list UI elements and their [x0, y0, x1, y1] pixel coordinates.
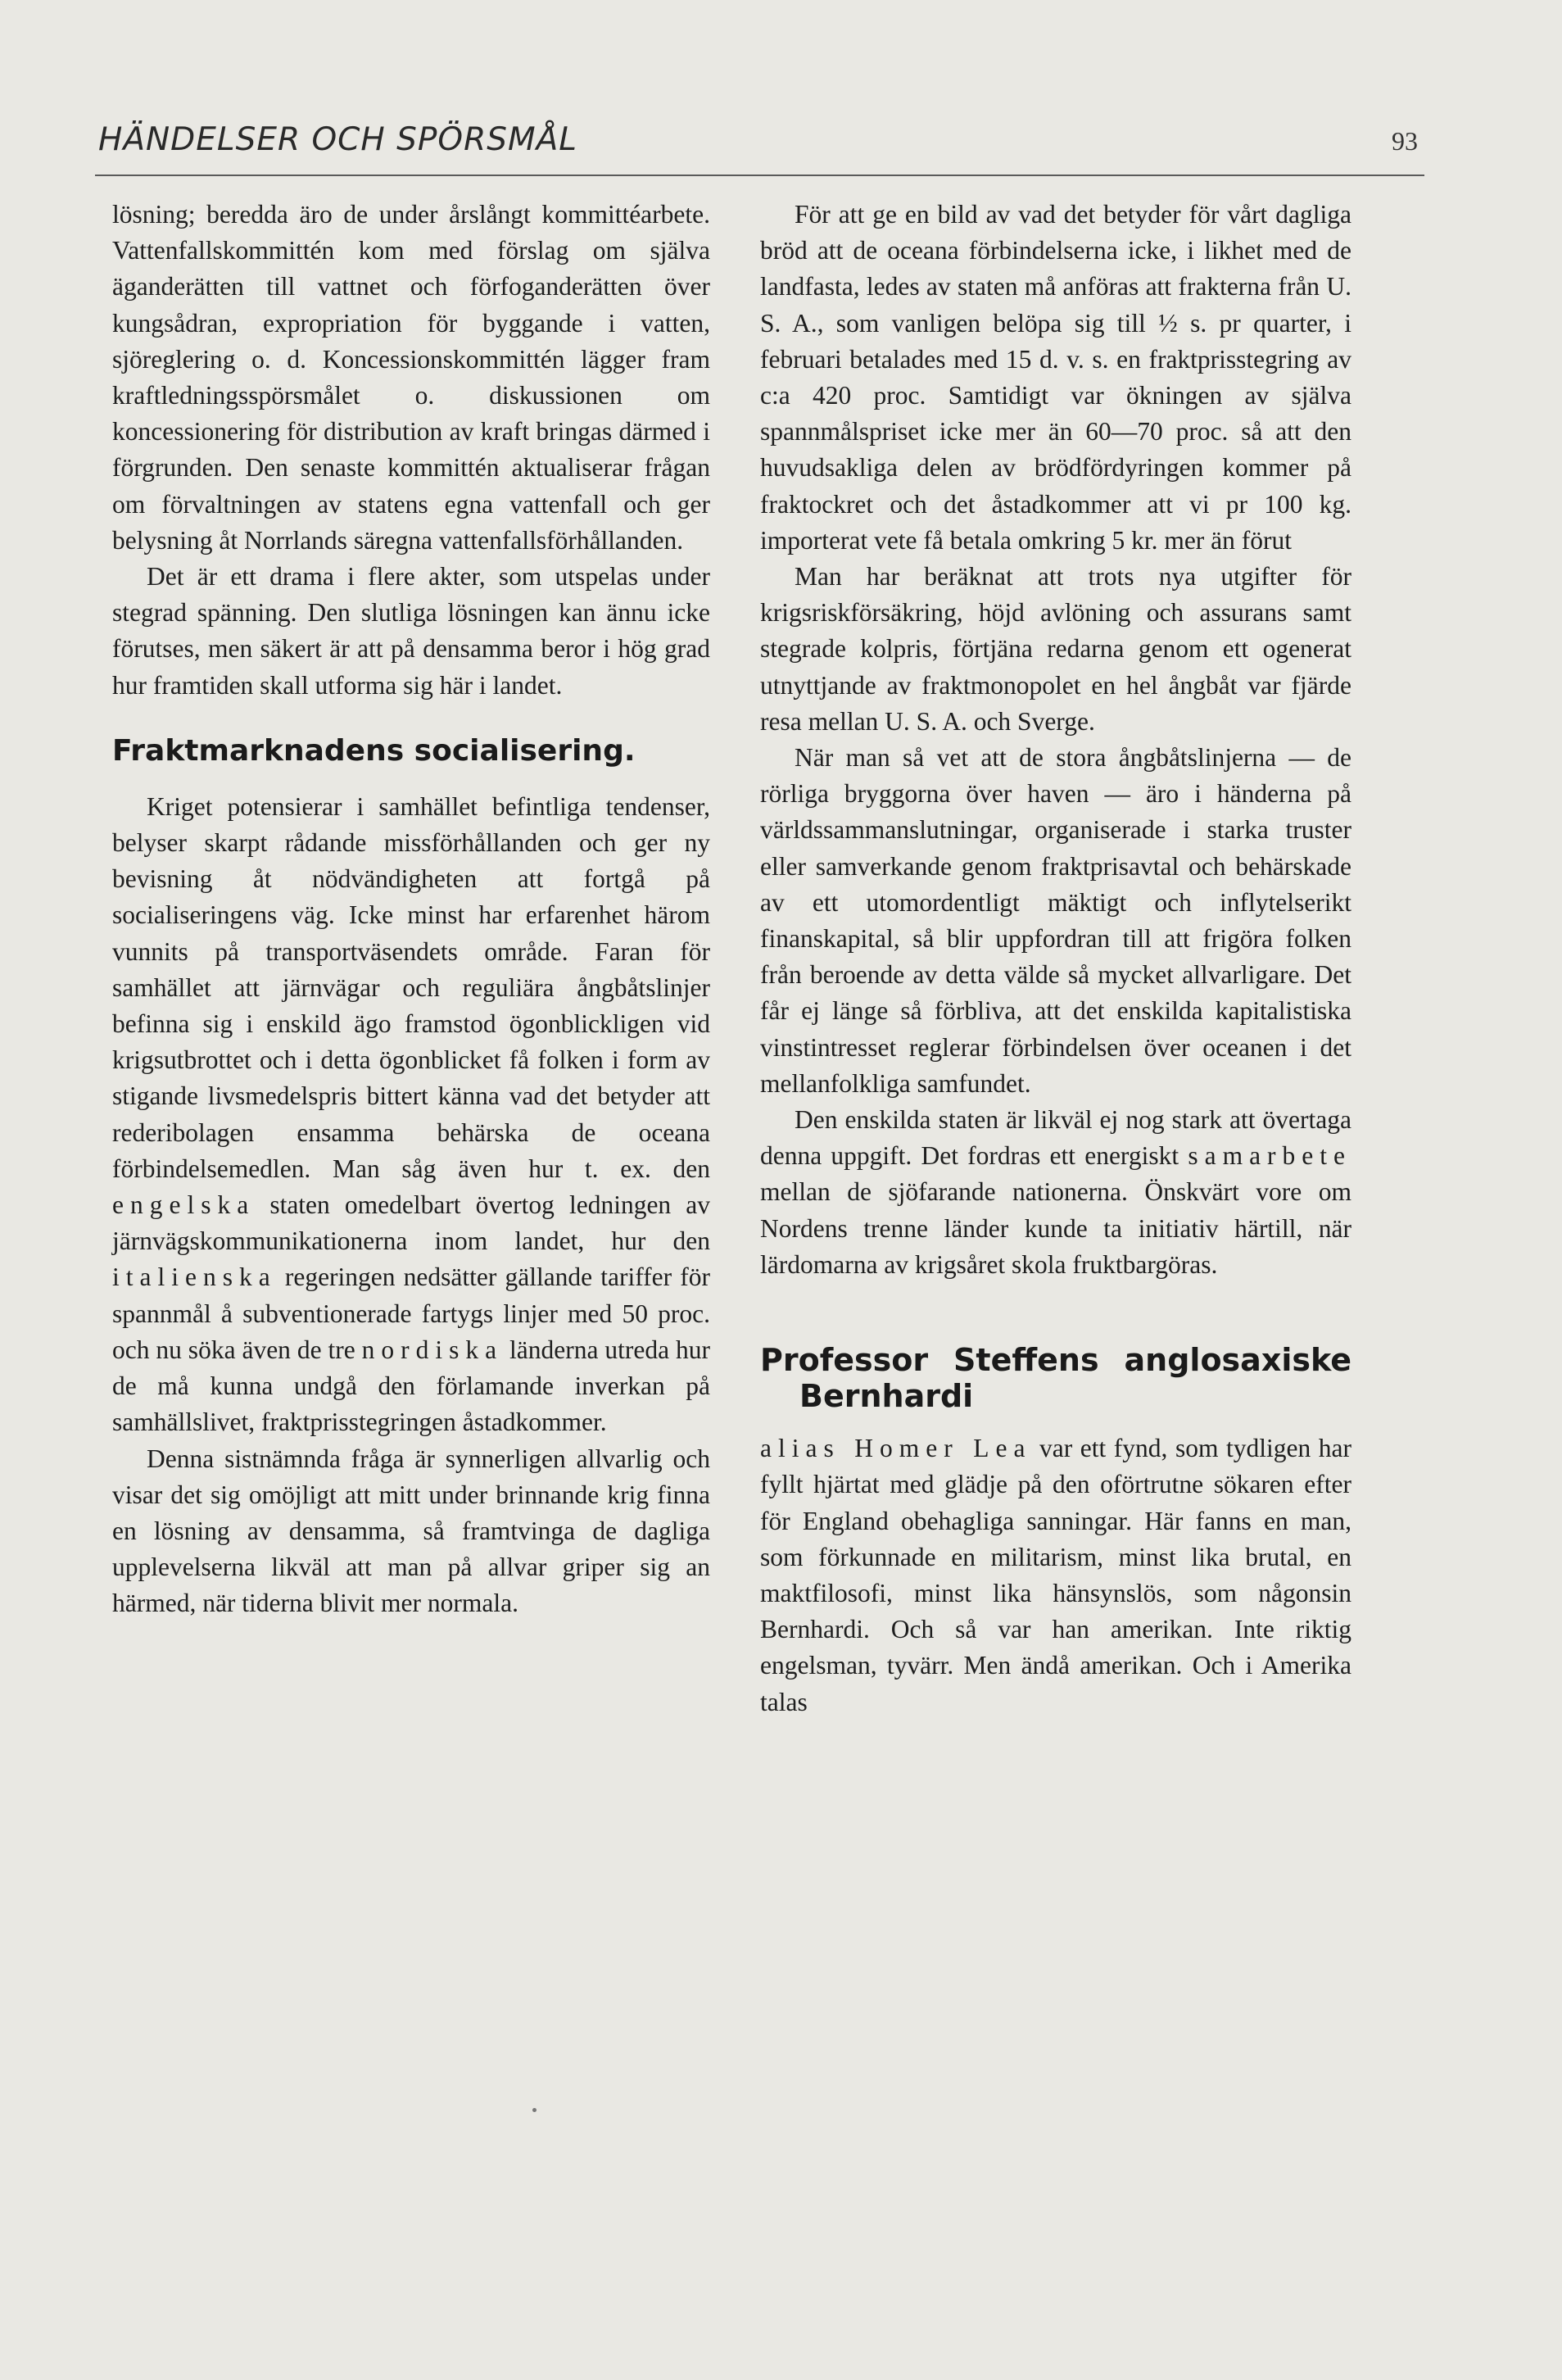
- text-span: regeringen nedsätter gällande tariffer för spannmål å subventionerade fartygs linjer med 50 proc. och nu söka även de tre: [112, 1263, 710, 1364]
- paragraph-drama: Det är ett drama i flere akter, som utspelas under stegrad spänning. Den slutliga lösningen kan ännu icke förutses, men säkert är att på densamma beror i hög grad hur framtiden skall utforma sig här i landet.: [112, 562, 710, 700]
- heading-word: Steffens: [953, 1342, 1099, 1379]
- running-head: [98, 121, 1418, 170]
- text-span: staten omedelbart övertog ledningen av järnvägskommunikationerna inom landet, hur den: [112, 1190, 710, 1256]
- text-span: mellan de sjöfarande nationerna. Önskvärt vore om Nordens trenne länder kunde ta initiativ härtill, när lärdomarna av krigsåret skola fruktbargöras.: [760, 1177, 1351, 1279]
- paragraph-for-att-ge: För att ge en bild av vad det betyder för vårt dagliga bröd att de oceana förbindelserna icke, i likhet med de landfasta, ledes av staten må anföras att frakterna från U. S. A., som vanligen belöpa sig till ½ s. pr quarter, i februari betalades med 15 d. v. s. en fraktprisstegring av c:a 420 proc. Samtidigt var ökningen av själva spannmålspriset icke mer än 60—70 proc. så att den huvudsakliga delen av brödfördyringen kommer på fraktockret och det åstadkommer att vi pr 100 kg. importerat vete få betala omkring 5 kr. mer än förut: [760, 200, 1351, 555]
- running-title: HÄNDELSER OCH SPÖRSMÅL: [98, 121, 578, 158]
- spaced-name-homer-lea: alias Homer Lea: [760, 1434, 1032, 1463]
- left-column: [112, 197, 710, 1622]
- heading-word: anglosaxiske: [1124, 1342, 1351, 1379]
- article-heading-line2: Bernhardi: [799, 1378, 974, 1415]
- article-heading-line1: [760, 1342, 1351, 1378]
- paragraph-man-har: Man har beräknat att trots nya utgifter för krigsriskförsäkring, höjd avlöning och assurans samt stegrade kolpris, förtjäna redarna genom ett ogenerat utnyttjande av fraktmonopolet en hel ångbåt var fjärde resa mellan U. S. A. och Sverge.: [760, 562, 1351, 736]
- header-rule: [95, 175, 1424, 176]
- heading-word: Professor: [760, 1342, 929, 1379]
- paragraph-den-enskilda: [760, 1102, 1351, 1283]
- paragraph-nar-man: När man så vet att de stora ångbåtslinjerna — de rörliga bryggorna över haven — äro i händerna på världssammanslutningar, organiserade i starka truster eller samverkande genom fraktprisavtal och behärskade av ett utomordentligt mäktigt och inflytelserikt finanskapital, så blir uppfordran till att frigöra folken från beroende av detta välde så mycket allvarligare. Det får ej länge så förbliva, att det enskilda kapitalistiska vinstintresset reglerar förbindelsen över oceanen i det mellanfolkliga samfundet.: [760, 743, 1351, 1098]
- text-span: länderna utreda hur de må kunna undgå den förlamande inverkan på samhällslivet, fraktprisstegringen åstadkommer.: [112, 1335, 711, 1437]
- spaced-word-engelska: engelska: [112, 1190, 256, 1220]
- text-span: Kriget potensierar i samhället befintliga tendenser, belyser skarpt rådande missförhållanden och ger ny bevisning åt nödvändigheten att fortgå på socialiseringens väg. Icke minst har erfarenhet härom vunnits på transportväsendets område. Faran för samhället att järnvägar och reguliära ångbåtslinjer befinna sig i enskild ägo framstod ögonblickligen vid krigsutbrottet och i detta ögonblicket få folken i form av stigande livsmedelspris bittert känna vad det betyder att rederibolagen ensamma behärska de oceana förbindelsemedlen. Man såg även hur t. ex. den: [112, 791, 710, 1183]
- article-heading: [760, 1342, 1351, 1414]
- paragraph-alias: [760, 1430, 1351, 1720]
- paragraph-denna: Denna sistnämnda fråga är synnerligen allvarlig och visar det sig omöjligt att mitt under brinnande krig finna en lösning av densamma, så framtvinga de dagliga upplevelserna likväl att man på allvar griper sig an härmed, när tiderna blivit mer normala.: [112, 1444, 710, 1618]
- spaced-word-samarbete: samarbete: [1188, 1141, 1352, 1171]
- print-speck: [532, 2108, 537, 2112]
- text-span: var ett fynd, som tydligen har fyllt hjärtat med glädje på den oförtrutne sökaren efter för England obehagliga sanningar. Här fanns en man, som förkunnade en militarism, minst lika brutal, en maktfilosofi, minst lika hänsynslös, som någonsin Bernhardi. Och så var han amerikan. Inte riktig engelsman, tyvärr. Men ändå amerikan. Och i Amerika talas: [760, 1434, 1352, 1716]
- spaced-word-nordiska: nordiska: [361, 1335, 504, 1364]
- paragraph-kommitte: lösning; beredda äro de under årslångt kommittéarbete. Vattenfallskommittén kom med förslag om själva äganderätten till vattnet och förfoganderätten över kungsådran, expropriation för byggande i vatten, sjöreglering o. d. Koncessionskommittén lägger fram kraftledningsspörsmålet o. diskussionen om koncessionering för distribution av kraft bringas därmed i förgrunden. Den senaste kommittén aktualiserar frågan om förvaltningen av statens egna vattenfall och ger belysning åt Norrlands säregna vattenfallsförhållanden.: [112, 200, 710, 555]
- section-heading-fraktmarknadens: Fraktmarknadens socialisering.: [112, 733, 636, 768]
- right-column: [760, 197, 1351, 1720]
- spaced-word-italienska: italienska: [112, 1263, 277, 1292]
- paragraph-kriget: [112, 789, 710, 1441]
- text-span: Den enskilda staten är likväl ej nog stark att övertaga denna uppgift. Det fordras ett energiskt: [760, 1105, 1351, 1171]
- page-number: 93: [1392, 126, 1418, 156]
